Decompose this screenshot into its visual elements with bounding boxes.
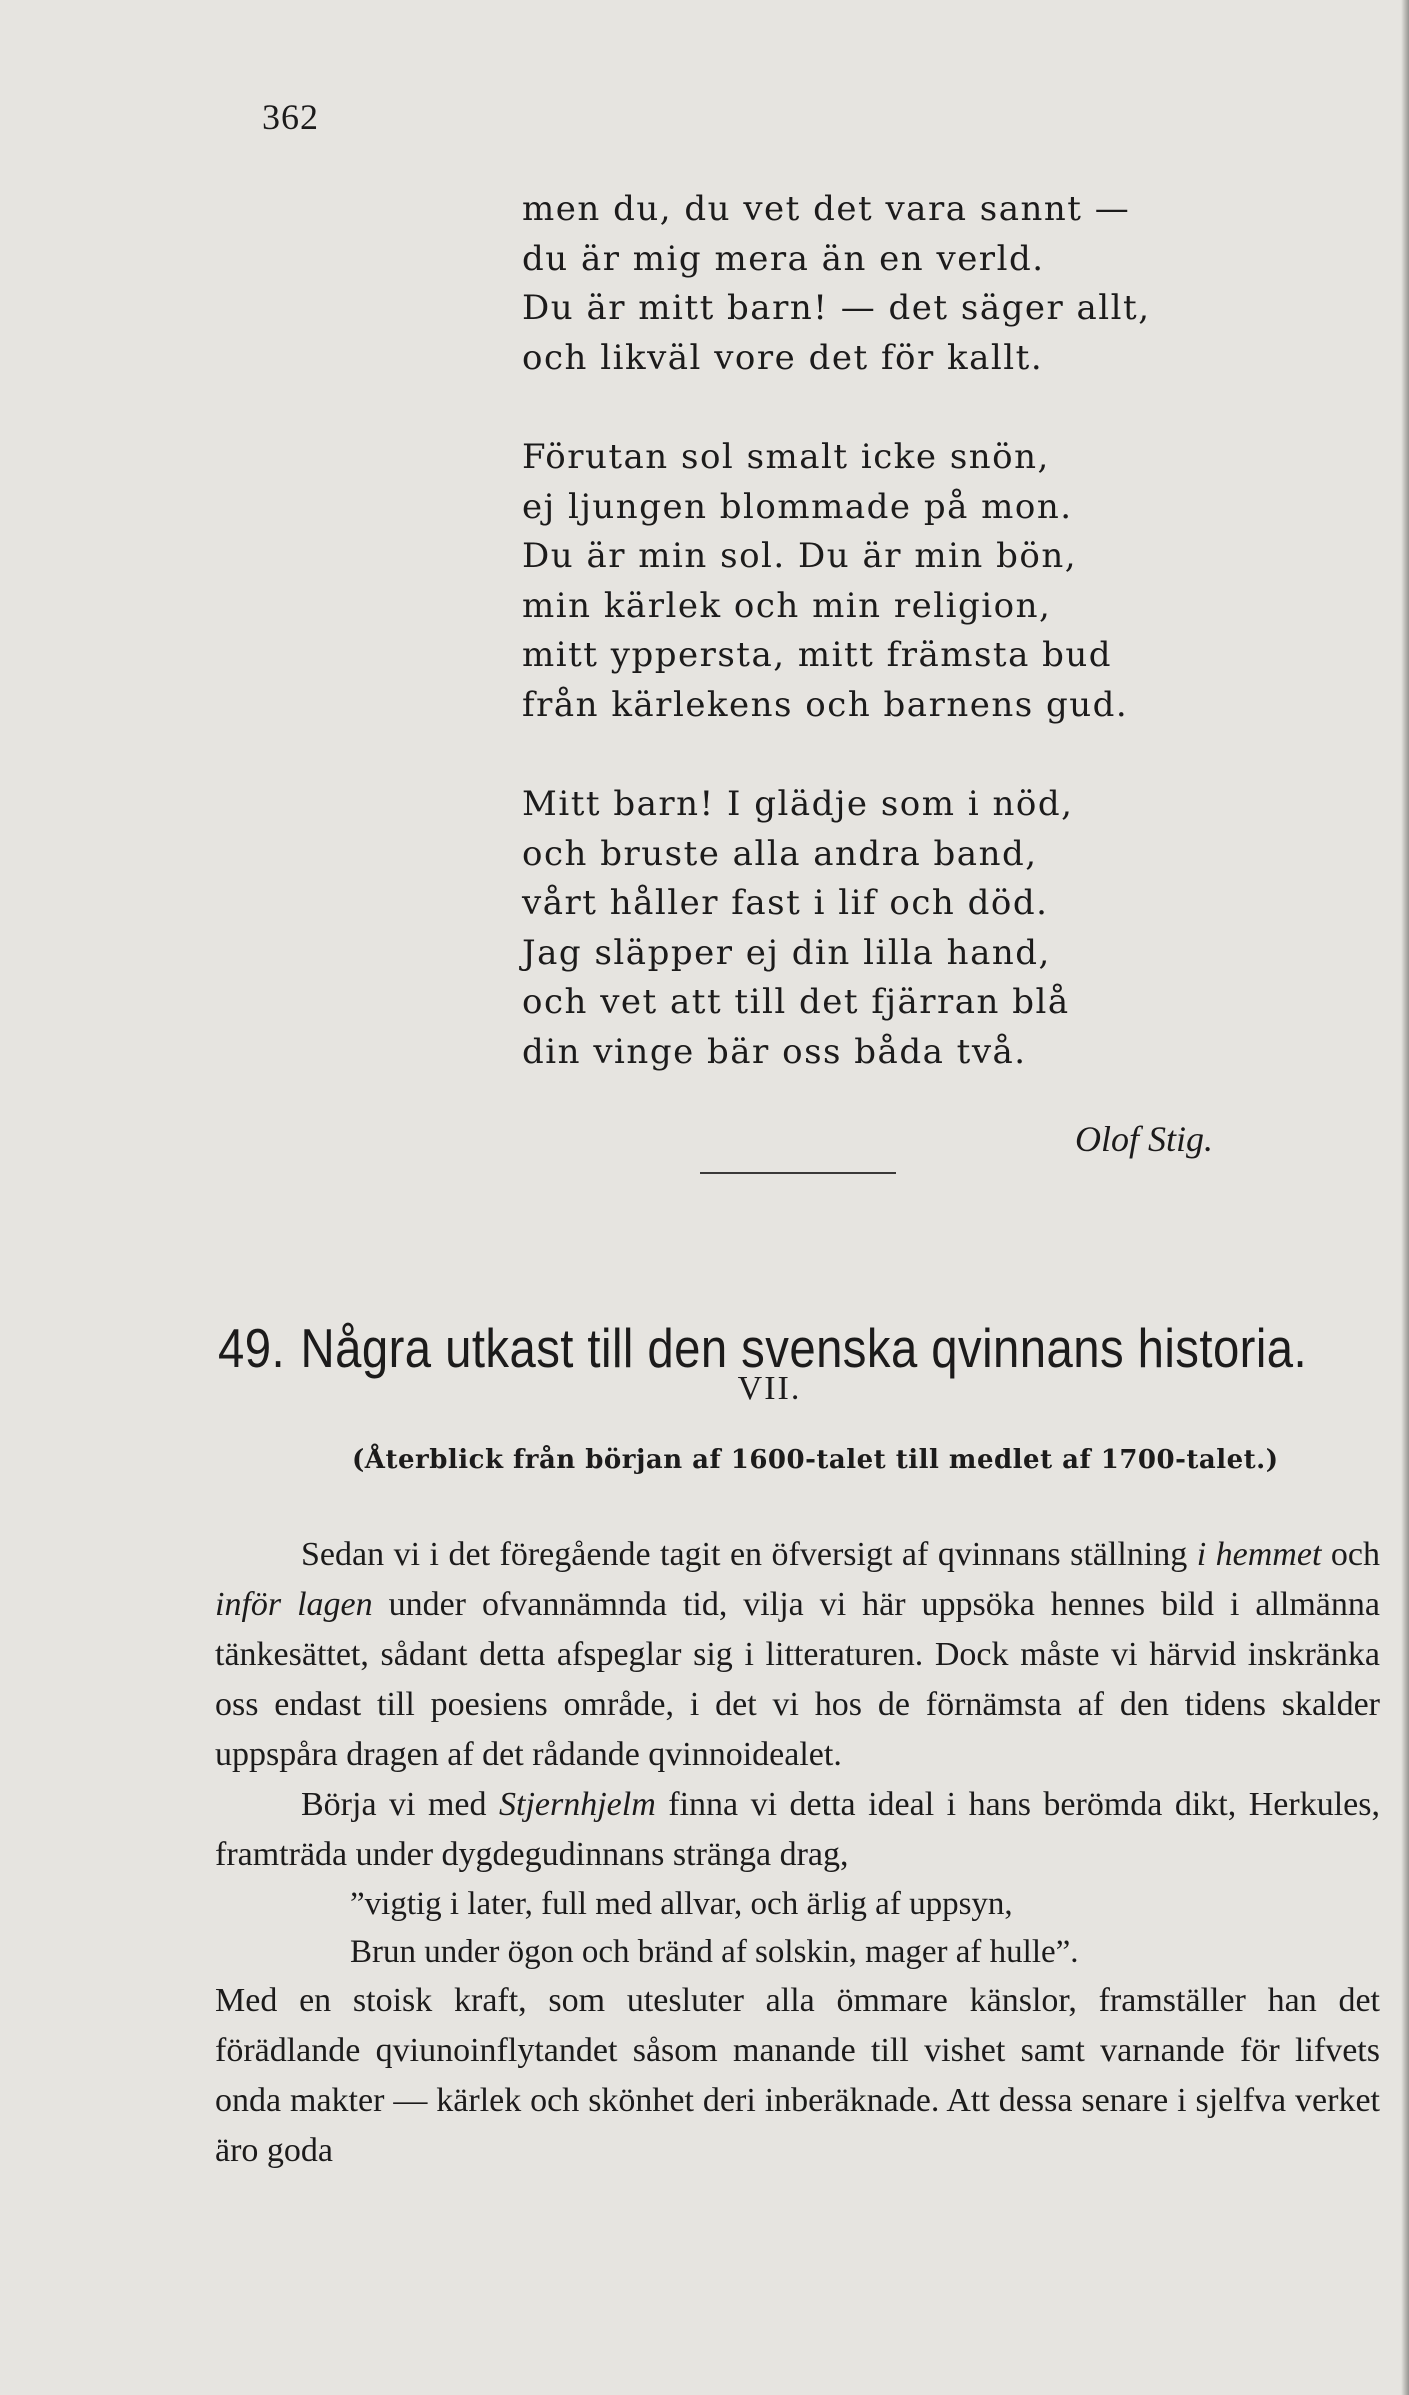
page-number: 362 (262, 97, 319, 137)
paragraph (215, 1530, 1380, 1780)
paragraph (215, 1780, 1380, 1880)
article-number: 49. (218, 1316, 286, 1379)
text-run: under ofvannämnda tid, vilja vi här uppsöka hennes bild i allmänna tänkesättet, sådant detta afspeglar sig i litteraturen. Dock måste vi härvid inskränka oss endast till poesiens område, i det vi hos de förnämsta af den tidens skalder uppspåra dragen af det rådande qvinnoidealet. (215, 1586, 1380, 1773)
poem-line: Jag släpper ej din lilla hand, (522, 932, 1051, 973)
poem-line: och likväl vore det för kallt. (522, 337, 1044, 378)
emphasis: inför lagen (215, 1586, 373, 1623)
poem-line: och bruste alla andra band, (522, 833, 1038, 874)
text-run: och (1321, 1536, 1380, 1573)
text-run: Börja vi med (301, 1786, 499, 1823)
emphasis: i hemmet (1196, 1536, 1322, 1573)
poem-line: ej ljungen blommade på mon. (522, 486, 1073, 527)
poem-line: Du är min sol. Du är min bön, (522, 536, 1078, 576)
article-subtitle: (Återblick från början af 1600-talet till medlet af 1700-talet.) (352, 1445, 1279, 1475)
poem-line: min kärlek och min religion, (522, 585, 1052, 626)
article-part-label: VII. (737, 1370, 802, 1407)
poem-line: Du är mitt barn! — det säger allt, (522, 288, 1151, 328)
page-edge-shadow (1401, 0, 1409, 2395)
poem-stanza (522, 433, 1222, 730)
text-run: finna vi detta ideal i hans berömda dikt, Herkules, framträda under dygdegudinnans stränga drag, (215, 1786, 1380, 1873)
poem-line: från kärlekens och barnens gud. (522, 684, 1129, 725)
poem-stanza (522, 780, 1222, 1077)
article-title: Några utkast till den svenska qvinnans historia. (300, 1316, 1308, 1379)
article-part (0, 1370, 1409, 1408)
poem (522, 185, 1222, 1127)
quote-line: ”vigtig i later, full med allvar, och ärlig af uppsyn, (350, 1886, 1013, 1922)
article-body (215, 1530, 1380, 2176)
poem-signature: Olof Stig. (1075, 1119, 1214, 1159)
poem-line: Förutan sol smalt icke snön, (522, 437, 1050, 477)
emphasis: Stjernhjelm (499, 1786, 656, 1823)
text-run: Sedan vi i det föregående tagit en öfversigt af qvinnans ställning (301, 1536, 1197, 1573)
poem-line: vårt håller fast i lif och död. (522, 883, 1049, 923)
poem-line: du är mig mera än en verld. (522, 238, 1045, 279)
section-divider (700, 1172, 896, 1174)
poem-line: Mitt barn! I glädje som i nöd, (522, 784, 1074, 824)
poem-line: din vinge bär oss båda två. (522, 1031, 1027, 1072)
quote-line: Brun under ögon och bränd af solskin, mager af hulle”. (350, 1934, 1079, 1970)
poem-line: men du, du vet det vara sannt — (522, 189, 1131, 229)
paragraph: Med en stoisk kraft, som utesluter alla ömmare känslor, framställer han det förädlande qviunoinflytandet såsom manande till vishet samt varnande för lifvets onda makter — kärlek och skönhet deri inberäknade. Att dessa senare i sjelfva verket äro goda (215, 1982, 1380, 2169)
poem-line: mitt yppersta, mitt främsta bud (522, 635, 1113, 675)
poem-stanza (522, 185, 1222, 383)
block-quote (215, 1880, 1380, 1976)
poem-line: och vet att till det fjärran blå (522, 982, 1070, 1022)
